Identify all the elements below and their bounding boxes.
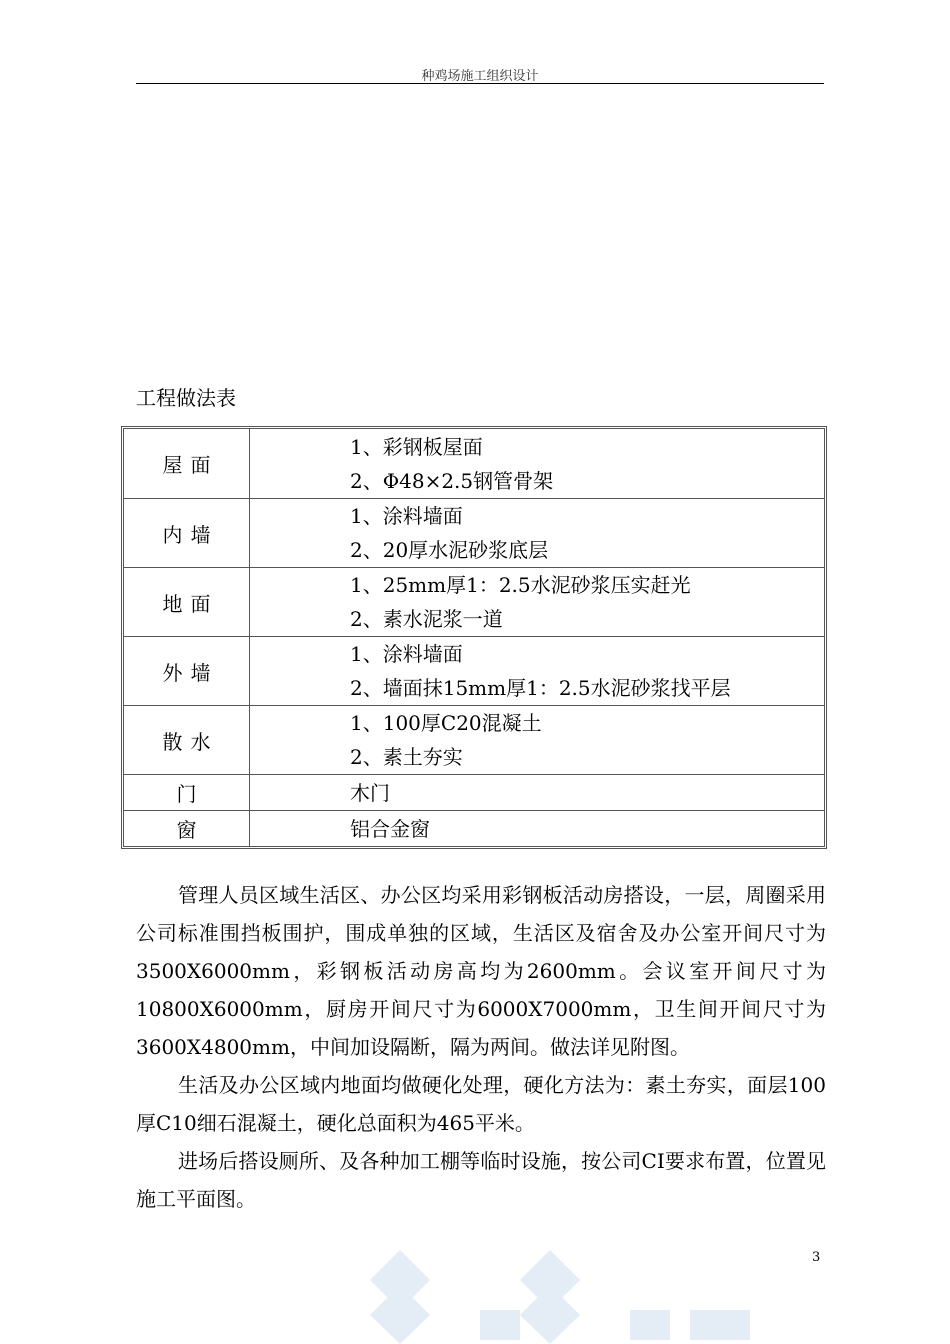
watermark-logo [360,1240,780,1344]
table-row [124,810,824,846]
row-label: 门 [124,775,250,810]
row-items [250,429,824,498]
paragraph: 生活及办公区域内地面均做硬化处理，硬化方法为：素土夯实，面层100厚C10细石混凝土，硬化总面积为465平米。 [136,1073,826,1135]
paragraph: 进场后搭设厕所、及各种加工棚等临时设施，按公司CI要求布置，位置见施工平面图。 [136,1149,826,1211]
table-row [124,567,824,636]
row-items [250,706,824,774]
row-item: 铝合金窗 [350,816,430,841]
row-item: 1、涂料墙面 [350,504,463,528]
row-item: 1、100厚C20混凝土 [350,711,542,735]
table-row [124,429,824,498]
row-label: 内墙 [124,499,250,567]
table-row [124,498,824,567]
row-items [250,637,824,705]
row-item: 2、素水泥浆一道 [350,607,503,631]
body-text [136,876,826,1218]
spec-table [121,426,827,849]
row-item: 1、25mm厚1：2.5水泥砂浆压实赶光 [350,573,691,597]
row-label: 散水 [124,706,250,774]
row-label: 地面 [124,568,250,636]
table-row [124,636,824,705]
row-label: 窗 [124,811,250,846]
row-items [250,775,824,810]
row-label: 外墙 [124,637,250,705]
row-item: 木门 [350,780,390,805]
header-divider [136,83,824,84]
row-item: 1、彩钢板屋面 [350,434,483,459]
table-row [124,774,824,810]
row-items [250,499,824,567]
row-item: 2、素土夯实 [350,745,463,769]
row-item: 2、Φ48×2.5钢管骨架 [350,468,554,493]
table-row [124,705,824,774]
paragraph: 管理人员区域生活区、办公区均采用彩钢板活动房搭设，一层，周圈采用公司标准围挡板围护，围成单独的区域，生活区及宿舍及办公室开间尺寸为3500X6000mm，彩钢板活动房高均为2600mm。会议室开间尺寸为10800X6000mm，厨房开间尺寸为6000X7000mm，卫生间开间尺寸为3600X4800mm，中间加设隔断，隔为两间。做法详见附图。 [136,883,826,1059]
row-items [250,568,824,636]
row-item: 2、20厚水泥砂浆底层 [350,538,549,562]
row-items [250,811,824,846]
row-label: 屋面 [124,429,250,498]
row-item: 2、墙面抹15mm厚1：2.5水泥砂浆找平层 [350,676,731,700]
row-item: 1、涂料墙面 [350,642,463,666]
header-title: 种鸡场施工组织设计 [421,69,539,84]
table-title: 工程做法表 [136,386,236,410]
page-number: 3 [812,1250,821,1265]
